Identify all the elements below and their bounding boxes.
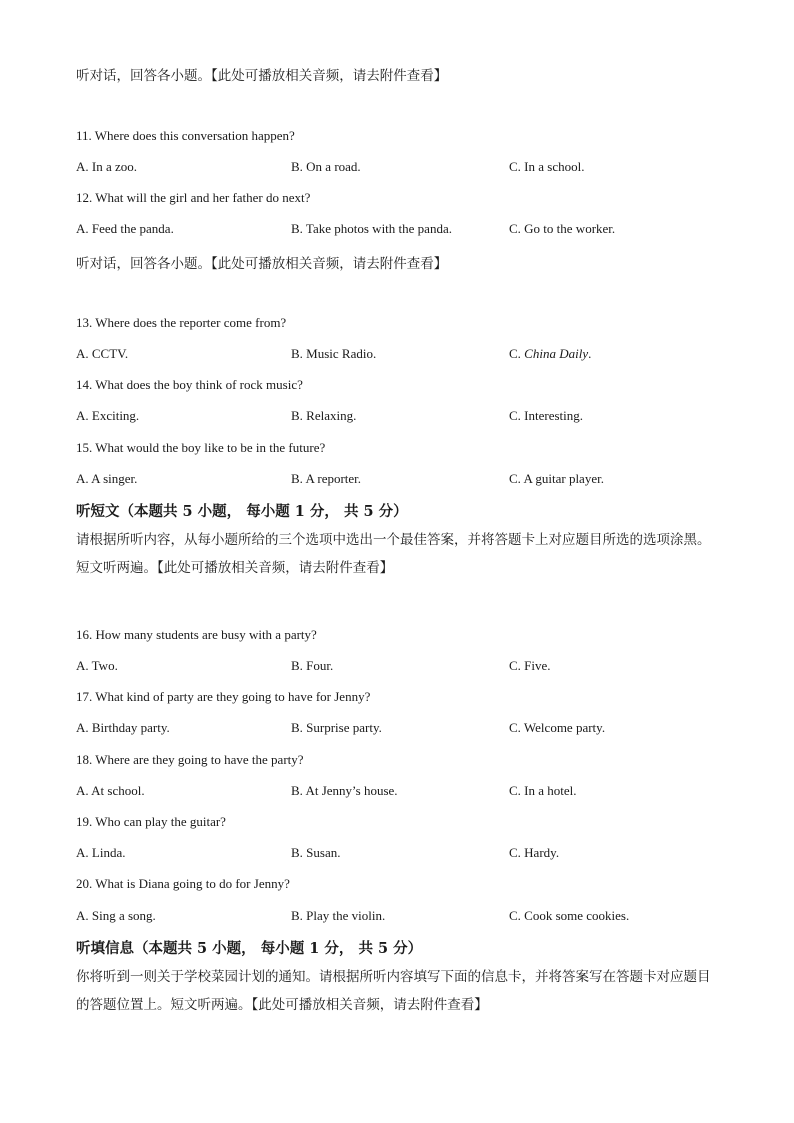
q14-option-b: B. Relaxing.	[291, 408, 357, 423]
question-14: 14. What does the boy think of rock music?	[76, 377, 303, 392]
q13-option-b: B. Music Radio.	[291, 346, 377, 361]
section-instruction-dialogue-1: 听对话，回答各小题。【此处可播放相关音频，请去附件查看】	[76, 68, 448, 84]
q16-option-c: C. Five.	[509, 658, 551, 673]
q18-option-b: B. At Jenny’s house.	[291, 783, 398, 798]
q15-option-b: B. A reporter.	[291, 471, 362, 486]
q20-option-a: A. Sing a song.	[76, 908, 156, 923]
q13-option-c	[509, 346, 591, 362]
q14-option-a: A. Exciting.	[76, 408, 140, 423]
question-12: 12. What will the girl and her father do next?	[76, 190, 311, 205]
q17-option-c: C. Welcome party.	[509, 720, 606, 735]
q13-option-c-prefix: C.	[509, 346, 525, 361]
q12-option-b: B. Take photos with the panda.	[291, 221, 452, 236]
section-heading-short-passage: 听短文（本题共 5 小题， 每小题 1 分， 共 5 分）	[76, 503, 408, 520]
section-instruction-fill-info: 你将听到一则关于学校菜园计划的通知。请根据所听内容填写下面的信息卡，并将答案写在答题卡对应题目的答题位置上。短文听两遍。【此处可播放相关音频，请去附件查看】	[76, 969, 711, 1013]
q14-option-c: C. Interesting.	[509, 408, 584, 423]
section-instruction-dialogue-2: 听对话，回答各小题。【此处可播放相关音频，请去附件查看】	[76, 256, 448, 272]
question-19: 19. Who can play the guitar?	[76, 814, 226, 829]
q13-option-c-suffix: .	[588, 346, 592, 361]
question-18: 18. Where are they going to have the party?	[76, 752, 304, 767]
question-15: 15. What would the boy like to be in the future?	[76, 440, 326, 455]
q13-option-a: A. CCTV.	[76, 346, 129, 361]
section-instruction-short-passage: 请根据所听内容，从每小题所给的三个选项中选出一个最佳答案，并将答题卡上对应题目所选的选项涂黑。短文听两遍。【此处可播放相关音频，请去附件查看】	[76, 532, 711, 576]
q11-option-a: A. In a zoo.	[76, 159, 138, 174]
q15-option-c: C. A guitar player.	[509, 471, 604, 486]
question-11: 11. Where does this conversation happen?	[76, 128, 295, 143]
q12-option-c: C. Go to the worker.	[509, 221, 616, 236]
q11-option-c: C. In a school.	[509, 159, 585, 174]
q19-option-b: B. Susan.	[291, 845, 341, 860]
question-20: 20. What is Diana going to do for Jenny?	[76, 876, 290, 891]
q18-option-a: A. At school.	[76, 783, 145, 798]
q18-option-c: C. In a hotel.	[509, 783, 577, 798]
q19-option-a: A. Linda.	[76, 845, 126, 860]
question-16: 16. How many students are busy with a party?	[76, 627, 317, 642]
q16-option-a: A. Two.	[76, 658, 118, 673]
q19-option-c: C. Hardy.	[509, 845, 560, 860]
q20-option-b: B. Play the violin.	[291, 908, 386, 923]
section-heading-fill-info: 听填信息（本题共 5 小题， 每小题 1 分， 共 5 分）	[76, 940, 423, 957]
q16-option-b: B. Four.	[291, 658, 334, 673]
q12-option-a: A. Feed the panda.	[76, 221, 174, 236]
q17-option-b: B. Surprise party.	[291, 720, 382, 735]
q15-option-a: A. A singer.	[76, 471, 138, 486]
q13-option-c-title: China Daily	[524, 346, 589, 361]
question-13: 13. Where does the reporter come from?	[76, 315, 287, 330]
q11-option-b: B. On a road.	[291, 159, 361, 174]
q17-option-a: A. Birthday party.	[76, 720, 170, 735]
q20-option-c: C. Cook some cookies.	[509, 908, 630, 923]
question-17: 17. What kind of party are they going to have for Jenny?	[76, 689, 371, 704]
